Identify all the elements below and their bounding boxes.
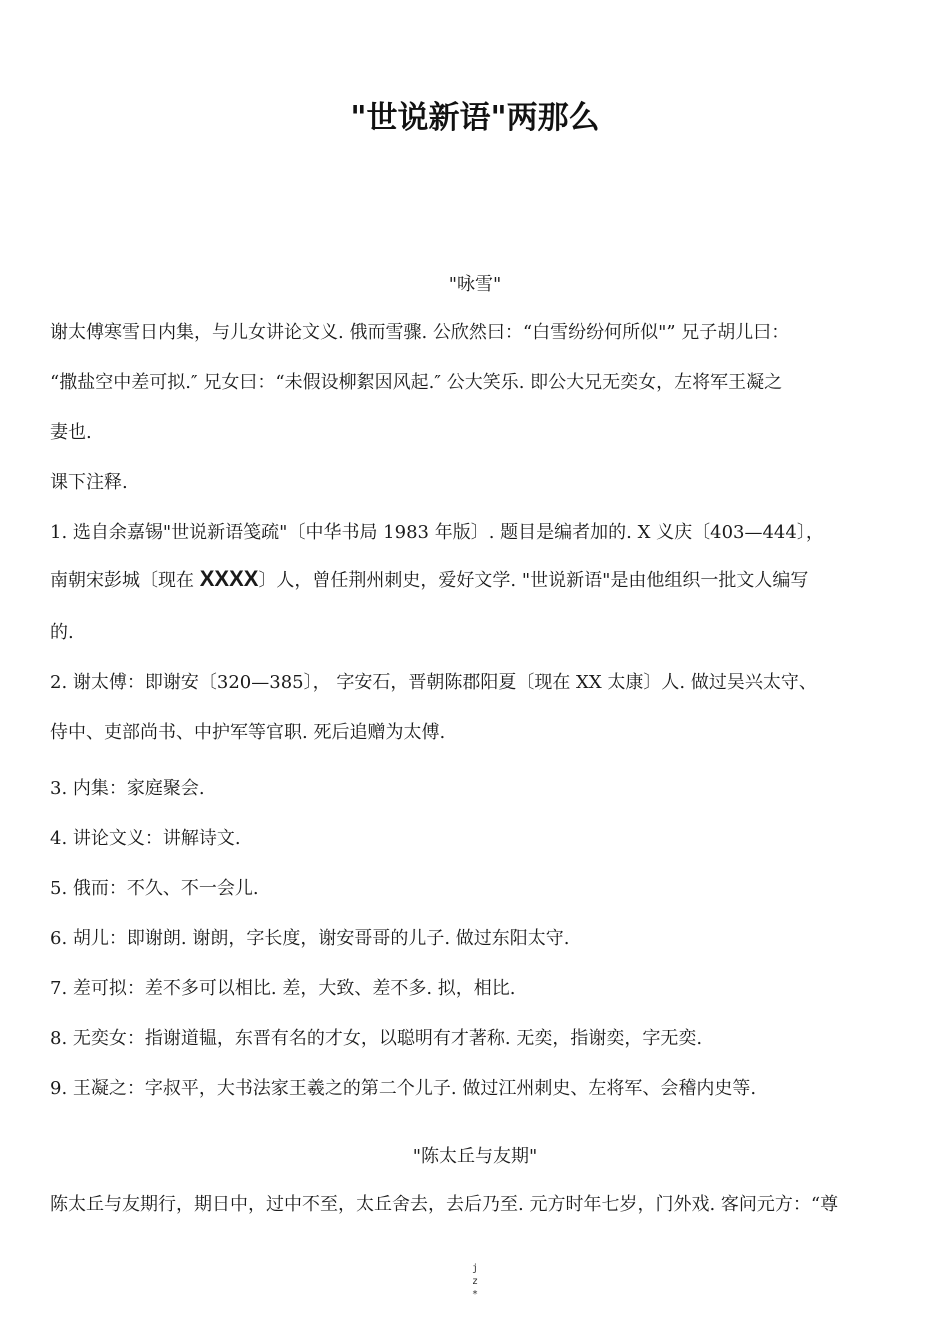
note-text: 〕人，曾任荆州刺史，爱好文学. "世说新语"是由他组织一批文人编写	[258, 570, 809, 591]
note-1-end: 的.	[50, 622, 74, 643]
passage-line: 谢太傅寒雪日内集，与儿女讲论文义. 俄而雪骤. 公欣然曰：“白雪纷纷何所似"” 兄子胡儿曰：	[50, 322, 790, 343]
passage-line: 陈太丘与友期行，期日中，过中不至，太丘舍去，去后乃至. 元方时年七岁，门外戏. 客问元方：“尊	[50, 1194, 839, 1215]
note-1: 1. 选自余嘉锡"世说新语笺疏"〔中华书局 1983 年版〕. 题目是编者加的. X 义庆〔403—444〕，	[50, 522, 824, 543]
note-2-continued: 侍中、吏部尚书、中护军等官职. 死后追赠为太傅.	[50, 722, 446, 743]
redacted-place: XXXX	[199, 566, 259, 591]
note-1-continued	[50, 566, 910, 592]
note-2: 2. 谢太傅：即谢安〔320—385〕， 字安石，晋朝陈郡阳夏〔现在 XX 太康〕人. 做过吴兴太守、	[50, 672, 817, 693]
notes-heading: 课下注释.	[50, 472, 128, 493]
footer-char: z	[471, 1276, 479, 1287]
note-5: 5. 俄而：不久、不一会儿.	[50, 878, 259, 899]
note-6: 6. 胡儿：即谢朗. 谢朗，字长度，谢安哥哥的儿子. 做过东阳太守.	[50, 928, 570, 949]
page-footer-mark	[0, 1262, 950, 1301]
passage-line: “撒盐空中差可拟.″ 兄女曰：“未假设柳絮因风起.″ 公大笑乐. 即公大兄无奕女，左将军王凝之	[50, 372, 783, 393]
note-9: 9. 王凝之：字叔平，大书法家王羲之的第二个儿子. 做过江州刺史、左将军、会稽内史等.	[50, 1078, 757, 1099]
section-heading-chentaiqiu: "陈太丘与友期"	[412, 1146, 538, 1167]
footer-char: *	[471, 1289, 479, 1300]
passage-line: 妻也.	[50, 422, 92, 443]
document-title: "世说新语"两那么	[350, 100, 600, 136]
section-heading-yongxue: "咏雪"	[448, 274, 502, 295]
note-3: 3. 内集：家庭聚会.	[50, 778, 205, 799]
footer-char: j	[471, 1263, 479, 1274]
note-4: 4. 讲论文义：讲解诗文.	[50, 828, 241, 849]
note-text: 南朝宋彭城〔现在	[50, 570, 200, 591]
note-7: 7. 差可拟：差不多可以相比. 差，大致、差不多. 拟，相比.	[50, 978, 516, 999]
note-8: 8. 无奕女：指谢道韫，东晋有名的才女，以聪明有才著称. 无奕，指谢奕，字无奕.	[50, 1028, 703, 1049]
